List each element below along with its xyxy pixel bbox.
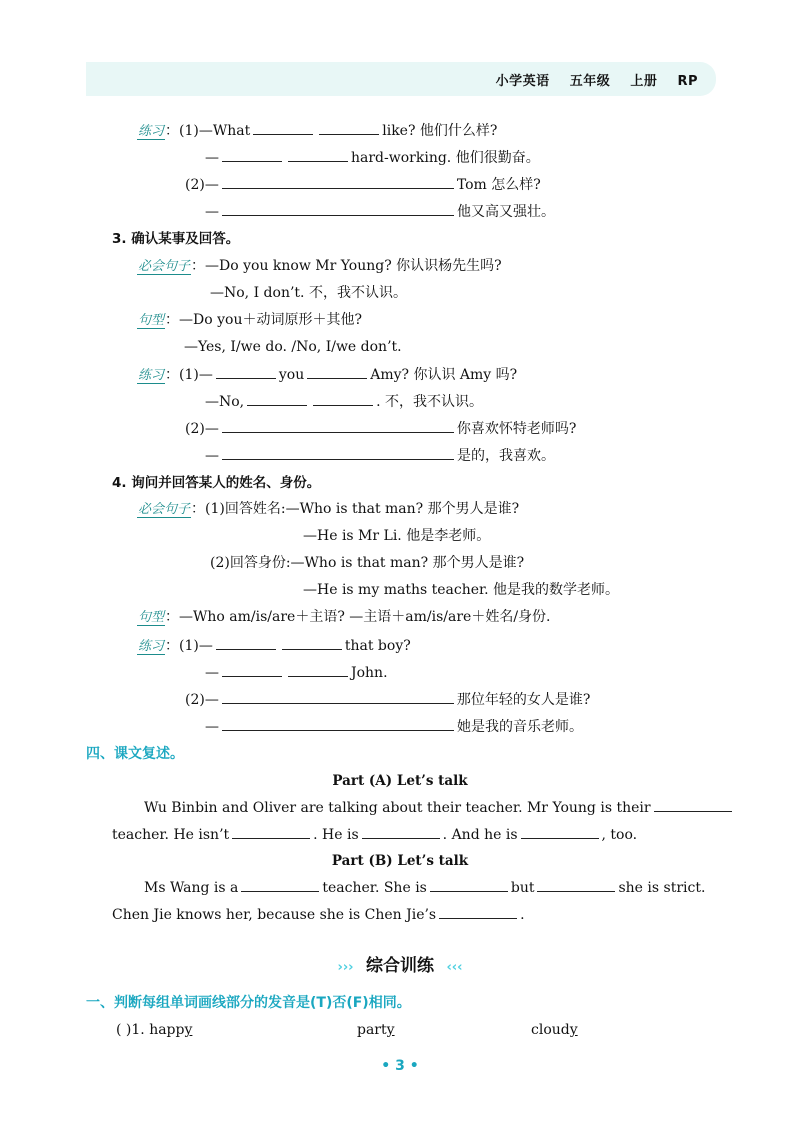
practice-line: —No, . 不，我不认识。	[205, 391, 483, 412]
practice-line: — John.	[205, 662, 388, 683]
blank[interactable]	[439, 904, 517, 919]
blank[interactable]	[232, 824, 310, 839]
pattern-answer: —Yes, I/we do. /No, I/we don’t.	[184, 339, 402, 355]
pattern-line: 句型：—Who am/is/are＋主语? —主语＋am/is/are＋姓名/身份.	[138, 609, 551, 625]
blank[interactable]	[313, 391, 373, 406]
word-party: party	[357, 1022, 395, 1038]
section-3-title: 3. 确认某事及回答。	[112, 231, 240, 247]
retell-title: 四、课文复述。	[86, 746, 184, 762]
pattern-tag: 句型	[138, 610, 165, 625]
practice-line-3: (2)— Tom 怎么样?	[185, 174, 541, 195]
practice-tag: 练习	[138, 368, 165, 383]
blank[interactable]	[282, 635, 342, 650]
must-answer: —He is Mr Li. 他是李老师。	[303, 528, 491, 544]
practice-line: 练习：(1)— that boy?	[137, 635, 411, 657]
practice-line: — 她是我的音乐老师。	[205, 716, 583, 737]
blank[interactable]	[654, 797, 732, 812]
para-b-line-1: Ms Wang is a teacher. She is but she is strict.	[144, 877, 705, 898]
must-sentence-2: (2)回答身份:—Who is that man? 那个男人是谁?	[210, 555, 525, 571]
blank[interactable]	[222, 201, 454, 216]
page-header	[86, 62, 716, 96]
blank[interactable]	[521, 824, 599, 839]
blank[interactable]	[430, 877, 508, 892]
blank[interactable]	[537, 877, 615, 892]
chevron-left-icon: ‹‹‹	[446, 960, 463, 975]
blank[interactable]	[307, 364, 367, 379]
blank[interactable]	[241, 877, 319, 892]
blank[interactable]	[222, 689, 454, 704]
must-sentence: 必会句子：(1)回答姓名:—Who is that man? 那个男人是谁?	[138, 501, 520, 517]
para-b-line-2: Chen Jie knows her, because she is Chen Jie’s .	[112, 904, 525, 925]
practice-line: (2)— 你喜欢怀特老师吗?	[185, 418, 576, 439]
page-number: • 3 •	[381, 1058, 419, 1074]
blank[interactable]	[362, 824, 440, 839]
answer-paren[interactable]: ( )1.	[116, 1022, 145, 1038]
part-a-title: Part (A) Let’s talk	[332, 773, 468, 789]
must-answer: —No, I don’t. 不，我不认识。	[210, 285, 407, 301]
section-4-title: 4. 询问并回答某人的姓名、身份。	[112, 475, 321, 491]
training-heading	[0, 956, 800, 978]
blank[interactable]	[222, 662, 282, 677]
pattern-tag: 句型	[138, 313, 165, 328]
pattern-line: 句型：—Do you＋动词原形＋其他?	[138, 312, 362, 328]
must-sentence: 必会句子：—Do you know Mr Young? 你认识杨先生吗?	[138, 258, 502, 274]
question-1-item: ( )1. happy	[116, 1022, 193, 1038]
blank[interactable]	[222, 445, 454, 460]
practice-line-4: — 他又高又强壮。	[205, 201, 555, 222]
must-tag: 必会句子	[138, 502, 191, 517]
blank[interactable]	[222, 418, 454, 433]
blank[interactable]	[216, 635, 276, 650]
blank[interactable]	[222, 147, 282, 162]
question-1-title: 一、判断每组单词画线部分的发音是(T)否(F)相同。	[86, 995, 411, 1011]
chevron-right-icon: ›››	[337, 960, 354, 975]
practice-tag: 练习	[138, 124, 165, 139]
training-title: 综合训练	[366, 956, 434, 976]
para-a-line-1: Wu Binbin and Oliver are talking about their teacher. Mr Young is their	[144, 797, 735, 818]
blank[interactable]	[247, 391, 307, 406]
practice-line-2: — hard-working. 他们很勤奋。	[205, 147, 540, 168]
blank[interactable]	[253, 120, 313, 135]
blank[interactable]	[288, 147, 348, 162]
practice-line: — 是的，我喜欢。	[205, 445, 555, 466]
must-tag: 必会句子	[138, 259, 191, 274]
practice-line: (2)— 那位年轻的女人是谁?	[185, 689, 590, 710]
blank[interactable]	[319, 120, 379, 135]
blank[interactable]	[222, 716, 454, 731]
must-answer-2: —He is my maths teacher. 他是我的数学老师。	[303, 582, 620, 598]
blank[interactable]	[216, 364, 276, 379]
practice-line-1: 练习：(1)—What like? 他们什么样?	[137, 120, 497, 142]
word-cloudy: cloudy	[531, 1022, 578, 1038]
practice-tag: 练习	[138, 639, 165, 654]
para-a-line-2: teacher. He isn’t . He is . And he is , too.	[112, 824, 637, 845]
blank[interactable]	[288, 662, 348, 677]
practice-line: 练习：(1)— you Amy? 你认识 Amy 吗?	[137, 364, 517, 386]
blank[interactable]	[222, 174, 454, 189]
part-b-title: Part (B) Let’s talk	[331, 853, 469, 869]
header-text: 小学英语 五年级 上册 RP	[495, 74, 698, 89]
